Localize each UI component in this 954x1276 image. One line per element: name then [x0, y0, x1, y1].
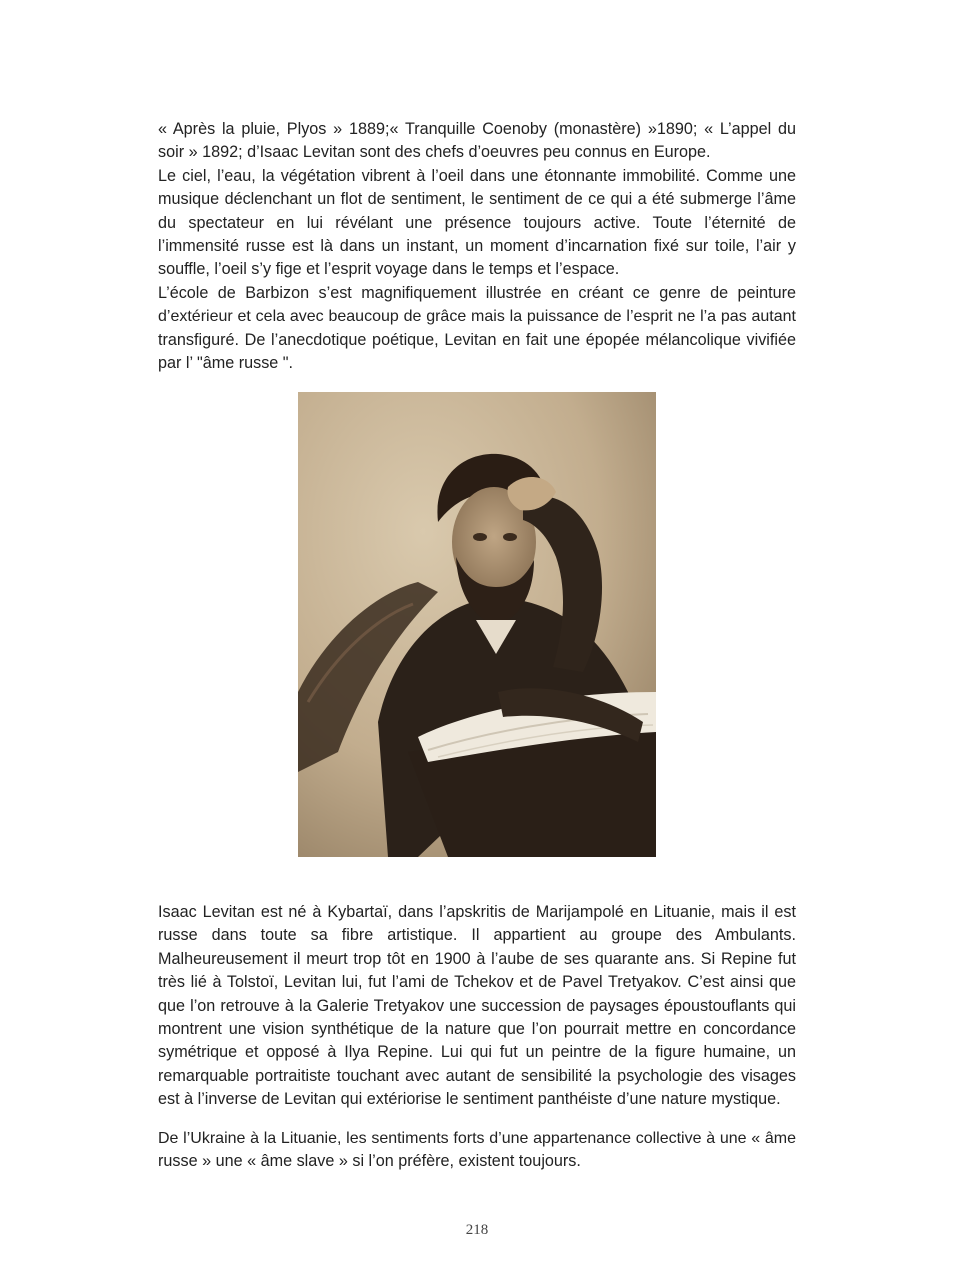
- text-line: Malheureusement il meurt trop tôt en 1900 à l’aube de ses quarante ans. Si Repine fut: [158, 949, 796, 968]
- text-line: russe dans toute sa fibre artistique. Il appartient au groupe des Ambulants.: [158, 926, 796, 945]
- text-line: très lié à Tolstoï, Levitan lui, fut l’ami de Tchekov et de Pavel Tretyakov. C’est ainsi que: [158, 973, 796, 992]
- paragraph-biography: [158, 901, 796, 1112]
- text-line: L’école de Barbizon s’est magnifiquement illustrée en créant ce genre de peinture: [158, 283, 796, 302]
- text-line: transfiguré. De l’anecdotique poétique, Levitan en fait une épopée mélancolique vivifiée: [158, 330, 796, 349]
- paragraph-closing: [158, 1127, 796, 1174]
- text-line: d’extérieur et cela avec beaucoup de grâce mais la puissance de l’esprit ne l’a pas autant: [158, 308, 796, 326]
- text-line: l’immensité russe est là dans un instant, un moment d’incarnation fixé sur toile, l’air y: [158, 237, 796, 256]
- text-line: musique déclenchant un flot de sentiment, le sentiment de ce qui a été submerge l’âme: [158, 190, 796, 209]
- text-line: russe » une « âme slave » si l’on préfère, existent toujours.: [158, 1152, 581, 1171]
- paragraph-intro: [158, 118, 796, 375]
- text-line: du spectateur en lui révélant une présence toujours active. Toute l’éternité de: [158, 213, 796, 232]
- page-number: 218: [465, 1222, 489, 1238]
- text-line: soir » 1892; d’Isaac Levitan sont des chefs d’oeuvres peu connus en Europe.: [158, 143, 711, 162]
- text-line: par l’ "âme russe ".: [158, 354, 294, 373]
- text-line: est à l’inverse de Levitan qui extériorise le sentiment panthéiste d’une nature mystique.: [158, 1090, 781, 1109]
- text-line: Isaac Levitan est né à Kybartaï, dans l’apskritis de Marijampolé en Lituanie, mais il est: [158, 903, 796, 921]
- text-line: souffle, l’oeil s’y fige et l’esprit voyage dans le temps et l’espace.: [158, 260, 620, 279]
- text-line: que l’on retrouve à la Galerie Tretyakov une succession de paysages époustouflants qui: [158, 996, 796, 1015]
- text-line: remarquable portraitiste touchant avec autant de sensibilité la psychologie des visages: [158, 1066, 796, 1085]
- text-line: De l’Ukraine à la Lituanie, les sentiments forts d’une appartenance collective à une « âme: [158, 1130, 796, 1147]
- text-line: montrent une vision synthétique de la nature que l’on pourrait mettre en concordance: [158, 1020, 796, 1039]
- portrait-photo: [298, 392, 656, 857]
- text-line: symétrique et opposé à Ilya Repine. Lui qui fut un peintre de la figure humaine, un: [158, 1043, 796, 1062]
- text-line: « Après la pluie, Plyos » 1889;« Tranquille Coenoby (monastère) »1890; « L’appel du: [158, 120, 796, 138]
- text-line: Le ciel, l’eau, la végétation vibrent à l’oeil dans une étonnante immobilité. Comme une: [158, 166, 796, 185]
